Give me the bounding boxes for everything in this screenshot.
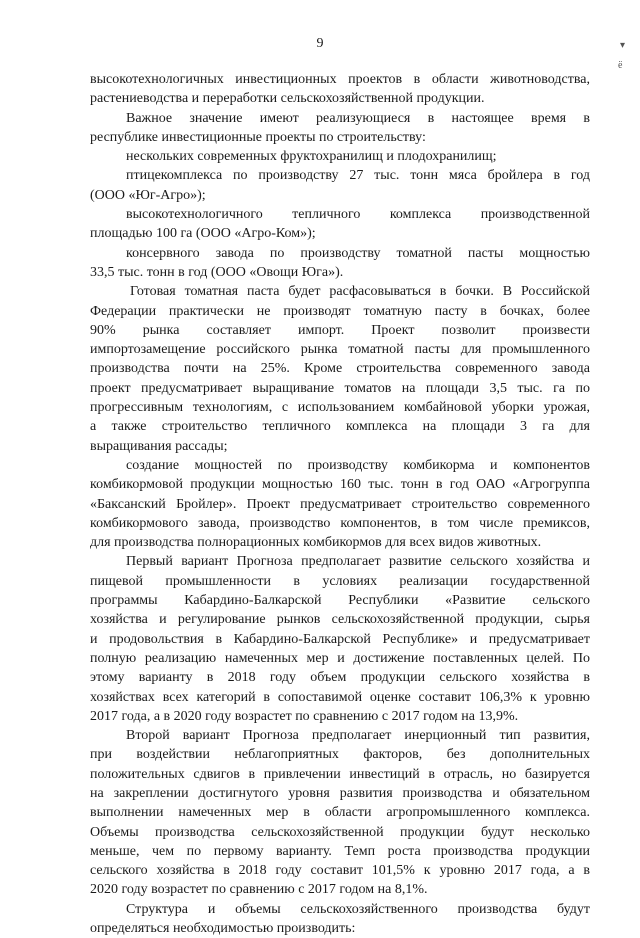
text-line: сельского хозяйства в 2018 году составит 101,5% к уровню 2017 года, а в [90, 863, 590, 879]
text-line: 2020 году возрастет по сравнению с 2017 годом на 8,1%. [90, 882, 428, 898]
page-number: 9 [316, 36, 324, 51]
text-line: этому варианту в 2018 году объем продукции сельского хозяйства в [90, 670, 590, 686]
text-line: Готовая томатная паста будет расфасовываться в бочки. В Российской [130, 284, 590, 300]
text-line: 90% рынка составляет импорт. Проект позволит произвести [90, 322, 590, 338]
scan-mark: ▾ [620, 40, 626, 51]
document-body [90, 70, 590, 938]
text-line: и продовольствия в Кабардино-Балкарской Республике» и предусматривает [90, 631, 590, 647]
text-line: импортозамещение российского рынка томатной пасты для промышленного [90, 342, 590, 358]
text-line: хозяйствах всех категорий в сопоставимой оценке составит 106,3% к уровню [90, 689, 590, 705]
text-line: проект предусматривает выращивание томатов на площади 3,5 тыс. га по [90, 380, 590, 396]
text-line: производства почти на 25%. Кроме строительства современного завода [90, 361, 590, 377]
text-line: хозяйства и регулирование рынков сельскохозяйственной продукции, сырья [90, 612, 590, 628]
text-line: республике инвестиционные проекты по строительству: [90, 129, 426, 145]
text-line: Объемы производства сельскохозяйственной продукции будут несколько [90, 824, 590, 840]
text-line: растениеводства и переработки сельскохозяйственной продукции. [90, 91, 485, 107]
text-line: площадью 100 га (ООО «Агро-Ком»); [90, 226, 316, 242]
text-line: пищевой промышленности в условиях реализации государственной [90, 573, 590, 589]
text-line: консервного завода по производству томатной пасты мощностью [126, 245, 590, 261]
text-line: 2017 года, а в 2020 году возрастет по сравнению с 2017 годом на 13,9%. [90, 708, 519, 724]
text-line: Федерации практически не производят томатную пасту в бочках, более [90, 303, 590, 319]
text-line: птицекомплекса по производству 27 тыс. тонн мяса бройлера в год [126, 168, 590, 184]
text-line: а также строительство тепличного комплекса на площади 3 га для [90, 419, 590, 435]
text-line: Структура и объемы сельскохозяйственного производства будут [126, 901, 590, 917]
text-line: выращивания рассады; [90, 438, 228, 454]
text-line: на закреплении достигнутого уровня развития производства и обязательном [90, 785, 590, 801]
text-line: прогрессивным технологиям, с использованием комбайновой уборки урожая, [90, 400, 590, 416]
text-line: программы Кабардино-Балкарской Республики «Развитие сельского [90, 593, 590, 609]
text-line: определяться необходимостью производить: [90, 921, 356, 937]
text-line: полную реализацию намеченных мер и достижение поставленных целей. По [90, 650, 590, 666]
text-line: при воздействии неблагоприятных факторов, без дополнительных [90, 747, 590, 763]
text-line: Первый вариант Прогноза предполагает развитие сельского хозяйства и [126, 554, 590, 570]
text-line: положительных сдвигов в привлечении инвестиций в отрасль, но базируется [90, 766, 590, 782]
text-line: создание мощностей по производству комбикорма и компонентов [126, 457, 590, 473]
text-line: Второй вариант Прогноза предполагает инерционный тип развития, [126, 728, 590, 744]
text-line: комбикормового завода, производство компонентов, в том числе премиксов, [90, 515, 590, 531]
text-line: (ООО «Юг-Агро»); [90, 187, 206, 203]
text-line: «Баксанский Бройлер». Проект предусматривает строительство современного [90, 496, 590, 512]
text-line: меньше, чем по первому варианту. Темп роста производства продукции [90, 843, 590, 859]
text-line: 33,5 тыс. тонн в год (ООО «Овощи Юга»). [90, 264, 344, 280]
text-line: нескольких современных фруктохранилищ и плодохранилищ; [126, 149, 497, 165]
text-line: высокотехнологичного тепличного комплекса производственной [126, 207, 590, 223]
text-line: выполнении намеченных мер в области агропромышленного комплекса. [90, 805, 590, 821]
text-line: для производства полнорационных комбикормов для всех видов животных. [90, 535, 542, 551]
text-line: комбикормовой продукции мощностью 160 тыс. тонн в год ОАО «Агрогруппа [90, 477, 590, 493]
scan-mark: ё [618, 60, 623, 71]
text-line: высокотехнологичных инвестиционных проектов в области животноводства, [90, 72, 590, 87]
text-line: Важное значение имеют реализующиеся в настоящее время в [126, 110, 590, 126]
